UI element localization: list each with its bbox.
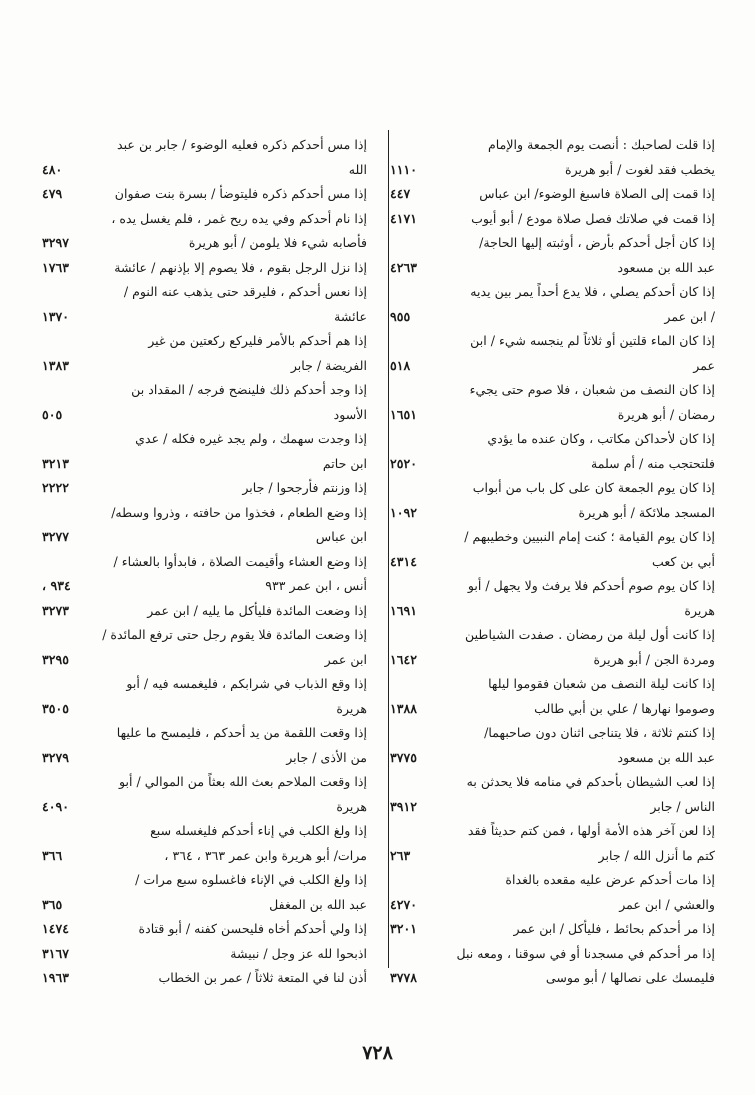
hadith-number: ١٠٩٢	[390, 504, 418, 520]
hadith-text: إذا ولي أحدكم أخاه فليحسن كفنه / أبو قتادة	[138, 921, 367, 936]
hadith-text: رمضان / أبو هريرة	[617, 406, 715, 422]
index-entry-line	[40, 550, 367, 575]
index-entry-line	[388, 207, 715, 232]
hadith-number: ٤٢٦٣	[390, 259, 418, 275]
hadith-text: إذا كنتم ثلاثة ، فلا يتناجى اثنان دون صاحبهما/	[484, 725, 715, 740]
index-entry-line	[40, 525, 367, 550]
hadith-text: إذا كان يوم صوم أحدكم فلا يرفث ولا يجهل / أبو	[467, 578, 715, 593]
hadith-text: والعشي / ابن عمر	[619, 896, 715, 912]
hadith-text: إذا وزنتم فأرجحوا / جابر	[242, 480, 367, 495]
hadith-text: فلتحتجب منه / أم سلمة	[590, 455, 715, 471]
index-entry-line	[40, 844, 367, 869]
index-entry-line	[40, 231, 367, 256]
hadith-text: ابن عمر	[324, 651, 367, 667]
hadith-text: عبد الله بن المغفل	[269, 896, 367, 912]
index-entry-line	[40, 158, 367, 183]
hadith-text: إذا وقعت اللقمة من يد أحدكم ، فليمسح ما عليها	[116, 725, 367, 740]
hadith-number: ١٧٦٣	[42, 259, 70, 275]
index-entry-line	[40, 893, 367, 918]
hadith-text: إذا كان لأحداكن مكاتب ، وكان عنده ما يؤدي	[487, 431, 715, 446]
index-entry-line	[40, 403, 367, 428]
hadith-text: وصوموا نهارها / علي بن أبي طالب	[534, 700, 715, 716]
hadith-number: ١٣٧٠	[42, 308, 70, 324]
left-column	[40, 133, 367, 991]
index-entry-line	[388, 280, 715, 305]
hadith-number: ٣٢٧٩	[42, 749, 70, 765]
index-entry-line	[388, 844, 715, 869]
index-entry-line	[40, 770, 367, 795]
hadith-text: إذا وضعت المائدة فليأكل ما يليه / ابن عمر	[147, 602, 367, 618]
hadith-text: إذا كانت أول ليلة من رمضان . صفدت الشياطين	[465, 627, 715, 642]
hadith-number: ٤٨٠	[42, 161, 63, 177]
index-entry-line	[40, 501, 367, 526]
index-entry-line	[40, 672, 367, 697]
index-entry-line	[388, 697, 715, 722]
index-entry-line	[388, 501, 715, 526]
hadith-number: ٤٢٧٠	[390, 896, 418, 912]
index-entry-line	[40, 305, 367, 330]
hadith-text: إذا كان يوم الجمعة كان على كل باب من أبواب	[472, 480, 715, 495]
hadith-number: ٣٢٠١	[390, 921, 418, 936]
hadith-text: فليمسك على نصالها / أبو موسى	[545, 970, 715, 985]
index-entry-line	[40, 966, 367, 991]
hadith-number: ٤٠٩٠	[42, 798, 70, 814]
index-entry-line	[40, 280, 367, 305]
hadith-text: المسجد ملائكة / أبو هريرة	[578, 504, 715, 520]
hadith-text: إذا كان يوم القيامة ؛ كنت إمام النبيين وخطيبهم /	[464, 529, 715, 544]
hadith-text: الأسود	[333, 406, 367, 422]
hadith-text: إذا وجدت سهمك ، ولم يجد غيره فكله / عدي	[135, 431, 367, 446]
hadith-text: عبد الله بن مسعود	[617, 749, 715, 765]
index-entry-line	[40, 599, 367, 624]
hadith-number: ٣٧٧٨	[390, 970, 418, 985]
hadith-number: ٣٩١٢	[390, 798, 418, 814]
index-entry-line	[388, 599, 715, 624]
hadith-number: ١٣٨٨	[390, 700, 418, 716]
hadith-text: إذا مات أحدكم عرض عليه مقعده بالغداة	[505, 872, 715, 887]
index-entry-line	[388, 427, 715, 452]
index-entry-line	[40, 182, 367, 207]
index-entry-line	[388, 231, 715, 256]
hadith-number: ١٦٩١	[390, 602, 418, 618]
hadith-number: ١٦٥١	[390, 406, 418, 422]
hadith-text: أنس ، ابن عمر ٩٣٣	[265, 578, 367, 593]
hadith-text: إذا نام أحدكم وفي يده ريح غمر ، فلم يغسل يده ،	[111, 210, 367, 226]
hadith-number: ١٤٧٤	[42, 921, 70, 936]
hadith-number: ٣٢٩٥	[42, 651, 70, 667]
index-entry-line	[40, 697, 367, 722]
hadith-text: إذا قمت إلى الصلاة فاسبغ الوضوء/ ابن عباس	[479, 186, 715, 201]
hadith-number: ٤١٧١	[390, 210, 418, 226]
index-entry-line	[388, 452, 715, 477]
hadith-text: الناس / جابر	[650, 798, 715, 814]
hadith-number: ٣٢٩٧	[42, 235, 70, 250]
hadith-text: إذا لعن آخر هذه الأمة أولها ، فمن كتم حديثاً فقد	[467, 823, 715, 838]
hadith-number: ٣٢٧٣	[42, 602, 70, 618]
index-entry-line	[40, 574, 367, 599]
hadith-number: ٣٢١٣	[42, 455, 70, 471]
index-entry-line	[40, 452, 367, 477]
hadith-text: كتم ما أنزل الله / جابر	[598, 847, 715, 863]
index-entry-line	[388, 672, 715, 697]
hadith-text: إذا نعس أحدكم ، فليرقد حتى يذهب عنه النوم /	[123, 284, 367, 299]
hadith-text: إذا مر أحدكم بحائط ، فليأكل / ابن عمر	[513, 921, 715, 936]
hadith-text: إذا كان أحدكم يصلي ، فلا يدع أحداً يمر بين يديه	[470, 284, 715, 299]
hadith-text: ومردة الجن / أبو هريرة	[593, 651, 715, 667]
index-entry-line	[388, 648, 715, 673]
hadith-number: ١١١٠	[390, 161, 418, 177]
index-entry-line	[40, 917, 367, 942]
hadith-text: إذا مر أحدكم في مسجدنا أو في سوقنا ، ومعه نبل	[456, 945, 715, 961]
hadith-text: يخطب فقد لغوت / أبو هريرة	[564, 161, 715, 177]
hadith-text: إذا ولغ الكلب في الإناء فاغسلوه سبع مرات /	[135, 872, 367, 887]
index-entry-line	[388, 403, 715, 428]
hadith-text: عمر	[693, 357, 715, 373]
hadith-text: إذا كان أجل أحدكم بأرض ، أوثبته إليها الحاجة/	[479, 235, 715, 250]
hadith-text: إذا مس أحدكم ذكره فليتوضأ / بسرة بنت صفوان	[114, 186, 367, 201]
index-entry-line	[388, 182, 715, 207]
hadith-text: إذا لعب الشيطان بأحدكم في منامه فلا يحدثن به	[466, 774, 715, 789]
index-entry-line	[388, 305, 715, 330]
index-entry-line	[40, 746, 367, 771]
page-number: ٧٢٨	[362, 1042, 393, 1064]
index-entry-line	[388, 746, 715, 771]
index-entry-line	[388, 942, 715, 967]
index-entry-line	[388, 550, 715, 575]
hadith-number: ٢٥٢٠	[390, 455, 418, 471]
hadith-text: إذا وضع العشاء وأقيمت الصلاة ، فابدأوا بالعشاء /	[113, 553, 367, 569]
hadith-number: ٣٢٧٧	[42, 529, 70, 544]
hadith-text: إذا نزل الرجل بقوم ، فلا يصوم إلا بإذنهم / عائشة	[114, 259, 367, 275]
index-entry-line	[388, 476, 715, 501]
hadith-number: ٥١٨	[390, 357, 411, 373]
index-entry-line	[388, 868, 715, 893]
hadith-number: ٣٦٦	[42, 847, 63, 863]
index-entry-line	[388, 819, 715, 844]
index-entry-line	[388, 256, 715, 281]
hadith-number: ٣١٦٧	[42, 945, 70, 961]
hadith-text: إذا كان النصف من شعبان ، فلا صوم حتى يجيء	[469, 382, 715, 397]
index-entry-line	[388, 893, 715, 918]
hadith-number: ٩٥٥	[390, 308, 411, 324]
hadith-text: من الأذى / جابر	[286, 749, 367, 765]
index-entry-line	[388, 133, 715, 158]
hadith-text: ابن عباس	[315, 529, 367, 544]
index-entry-line	[40, 207, 367, 232]
hadith-text: / ابن عمر	[664, 308, 715, 324]
hadith-number: ١٩٦٣	[42, 970, 70, 985]
hadith-number: ٩٣٤ ،	[42, 578, 71, 593]
index-entry-line	[388, 354, 715, 379]
hadith-text: فأصابه شيء فلا يلومن / أبو هريرة	[188, 235, 367, 250]
hadith-text: إذا وقع الذباب في شرابكم ، فليغمسه فيه / أبو	[126, 676, 367, 691]
index-entry-line	[40, 942, 367, 967]
index-entry-line	[40, 795, 367, 820]
index-entry-line	[388, 770, 715, 795]
index-entry-line	[388, 917, 715, 942]
index-entry-line	[388, 966, 715, 991]
hadith-text: هريرة	[684, 602, 715, 618]
index-entry-line	[40, 868, 367, 893]
hadith-text: هريرة	[336, 700, 367, 716]
hadith-text: إذا قلت لصاحبك : أنصت يوم الجمعة والإمام	[487, 137, 715, 152]
hadith-text: الله	[348, 161, 367, 177]
hadith-text: الفريضة / جابر	[290, 357, 367, 373]
hadith-text: إذا قمت في صلاتك فصل صلاة مودع / أبو أيوب	[471, 210, 715, 226]
index-entry-line	[40, 648, 367, 673]
hadith-number: ٤٧٩	[42, 186, 63, 201]
hadith-number: ١٦٤٢	[390, 651, 418, 667]
hadith-text: إذا وضعت المائدة فلا يقوم رجل حتى ترفع المائدة /	[102, 627, 367, 642]
right-column	[388, 133, 715, 991]
hadith-text: إذا وجد أحدكم ذلك فلينضح فرجه / المقداد بن	[131, 382, 367, 397]
index-entry-line	[388, 525, 715, 550]
hadith-text: إذا وقعت الملاحم بعث الله بعثاً من الموالي / أبو	[119, 774, 367, 789]
index-entry-line	[40, 378, 367, 403]
hadith-text: اذبحوا لله عز وجل / نبيشة	[230, 945, 367, 961]
index-entry-line	[388, 574, 715, 599]
index-entry-line	[40, 354, 367, 379]
index-entry-line	[40, 476, 367, 501]
index-entry-line	[40, 819, 367, 844]
index-entry-line	[388, 378, 715, 403]
index-entry-line	[40, 721, 367, 746]
index-entry-line	[40, 133, 367, 158]
hadith-text: إذا مس أحدكم ذكره فعليه الوضوء / جابر بن عبد	[117, 137, 367, 152]
index-entry-line	[388, 158, 715, 183]
hadith-text: مرات/ أبو هريرة وابن عمر ٣٦٣ ، ٣٦٤ ،	[164, 847, 367, 863]
hadith-text: ابن حاتم	[322, 455, 367, 471]
hadith-number: ٣٥٠٥	[42, 700, 70, 716]
hadith-text: إذا كانت ليلة النصف من شعبان فقوموا ليلها	[488, 676, 715, 691]
hadith-text: هريرة	[336, 798, 367, 814]
hadith-text: أذن لنا في المتعة ثلاثاً / عمر بن الخطاب	[158, 970, 367, 985]
hadith-number: ٣٦٥	[42, 896, 63, 912]
hadith-text: إذا ولغ الكلب في إناء أحدكم فليغسله سبع	[150, 823, 367, 838]
hadith-number: ٤٤٧	[390, 186, 411, 201]
hadith-number: ٤٣١٤	[390, 553, 418, 569]
hadith-number: ٢٦٣	[390, 847, 411, 863]
index-entry-line	[388, 795, 715, 820]
hadith-text: عائشة	[334, 308, 367, 324]
hadith-text: إذا هم أحدكم بالأمر فليركع ركعتين من غير	[148, 333, 367, 348]
index-entry-line	[40, 623, 367, 648]
hadith-text: أبي بن كعب	[651, 553, 715, 569]
hadith-number: ١٣٨٣	[42, 357, 70, 373]
index-entry-line	[388, 721, 715, 746]
hadith-text: إذا كان الماء قلتين أو ثلاثاً لم ينجسه شيء / ابن	[470, 333, 715, 348]
hadith-text: عبد الله بن مسعود	[617, 259, 715, 275]
hadith-number: ٥٠٥	[42, 406, 63, 422]
hadith-number: ٣٧٧٥	[390, 749, 418, 765]
hadith-number: ٢٢٢٢	[42, 480, 70, 495]
index-entry-line	[388, 623, 715, 648]
index-entry-line	[388, 329, 715, 354]
index-entry-line	[40, 256, 367, 281]
hadith-text: إذا وضع الطعام ، فخذوا من حافته ، وذروا وسطه/	[111, 504, 367, 520]
index-entry-line	[40, 329, 367, 354]
index-entry-line	[40, 427, 367, 452]
